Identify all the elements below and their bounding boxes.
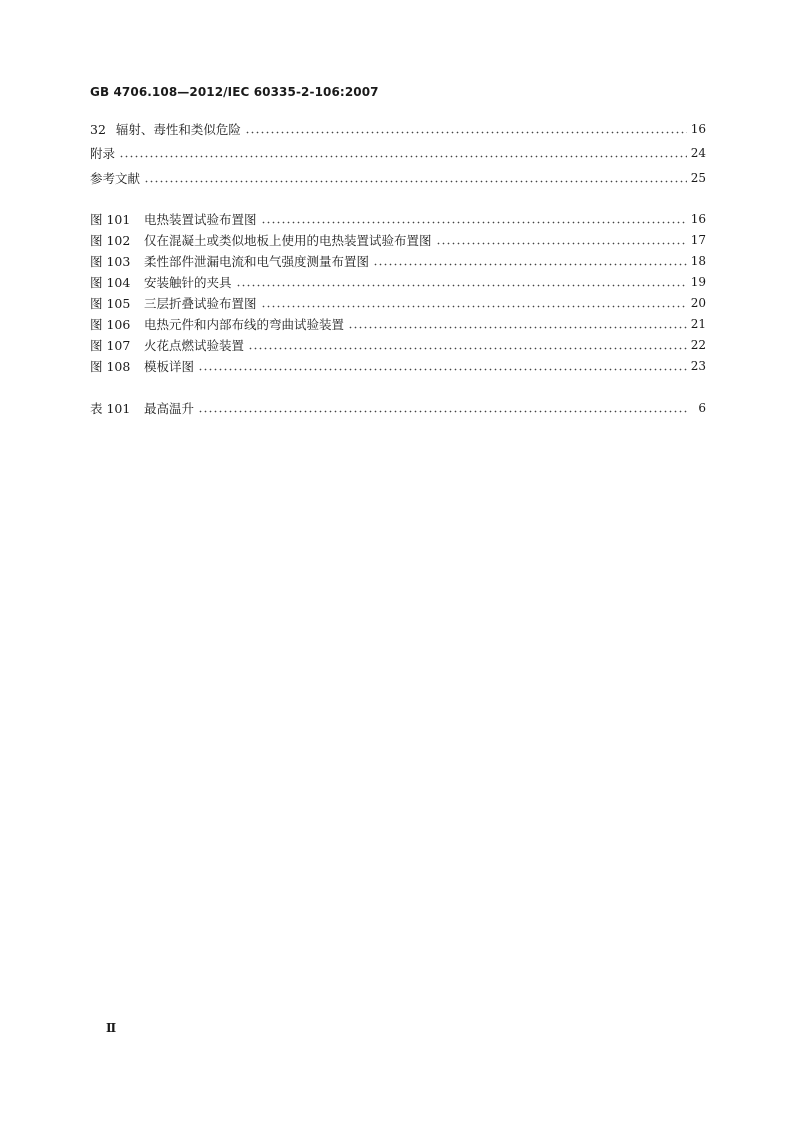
toc-entry-title: 参考文献 — [90, 171, 141, 186]
toc-entry-number: 图 102 — [90, 233, 131, 248]
toc-entry-figure-102[interactable] — [90, 231, 706, 249]
toc-entry-title: 电热元件和内部布线的弯曲试验装置 — [144, 317, 345, 332]
toc-entry-number: 图 104 — [90, 275, 131, 290]
toc-entry-page: 20 — [690, 296, 706, 310]
toc-entry-page: 19 — [690, 275, 706, 289]
dot-leader — [373, 255, 687, 267]
page-number: Ⅱ — [106, 1021, 117, 1035]
dot-leader — [236, 276, 687, 288]
dot-leader — [198, 360, 687, 372]
toc-entry-number: 图 105 — [90, 296, 131, 311]
toc-entry-page: 18 — [690, 254, 706, 268]
toc-entry-title: 最高温升 — [144, 401, 195, 416]
toc-entry-page: 16 — [690, 122, 706, 136]
dot-leader — [261, 297, 687, 309]
toc-entry-title: 附录 — [90, 146, 116, 161]
toc-entry-figure-104[interactable] — [90, 273, 706, 291]
toc-entry-title: 电热装置试验布置图 — [144, 212, 257, 227]
dot-leader — [248, 339, 687, 351]
toc-entry-page: 22 — [690, 338, 706, 352]
toc-entry-page: 24 — [690, 146, 706, 160]
toc-entry-title: 辐射、毒性和类似危险 — [115, 122, 241, 137]
dot-leader — [436, 234, 687, 246]
toc-entry-number: 图 101 — [90, 212, 131, 227]
toc-entry-figure-105[interactable] — [90, 294, 706, 312]
dot-leader — [198, 402, 688, 414]
toc-entry-number: 32 — [90, 121, 106, 137]
toc-entry-appendix[interactable] — [90, 144, 706, 162]
toc-entry-references[interactable] — [90, 169, 706, 187]
toc-entry-figure-108[interactable] — [90, 357, 706, 375]
dot-leader — [245, 123, 687, 135]
toc-entry-title: 火花点燃试验装置 — [144, 338, 245, 353]
dot-leader — [144, 172, 687, 184]
toc-entry-title: 柔性部件泄漏电流和电气强度测量布置图 — [144, 254, 370, 269]
toc-entry-title: 仅在混凝土或类似地板上使用的电热装置试验布置图 — [144, 233, 432, 248]
toc-entry-page: 17 — [690, 233, 706, 247]
toc-entry-number: 图 103 — [90, 254, 131, 269]
toc-entry-figure-101[interactable] — [90, 210, 706, 228]
toc-entry-page: 25 — [690, 171, 706, 185]
dot-leader — [261, 213, 687, 225]
toc-entry-figure-103[interactable] — [90, 252, 706, 270]
toc-entry-number: 图 108 — [90, 359, 131, 374]
toc-entry-title: 模板详图 — [144, 359, 195, 374]
toc-entry-page: 6 — [698, 401, 706, 415]
toc-entry-section-32[interactable] — [90, 120, 706, 138]
toc-entry-title: 三层折叠试验布置图 — [144, 296, 257, 311]
toc-entry-number: 图 106 — [90, 317, 131, 332]
dot-leader — [119, 147, 687, 159]
document-header: GB 4706.108—2012/IEC 60335-2-106:2007 — [90, 85, 379, 99]
toc-entry-page: 23 — [690, 359, 706, 373]
toc-entry-figure-107[interactable] — [90, 336, 706, 354]
toc-entry-title: 安装触针的夹具 — [144, 275, 232, 290]
toc-entry-page: 16 — [690, 212, 706, 226]
toc-entry-number: 图 107 — [90, 338, 131, 353]
dot-leader — [348, 318, 687, 330]
toc-entry-table-101[interactable] — [90, 399, 706, 417]
toc-entry-number: 表 101 — [90, 401, 131, 416]
toc-entry-figure-106[interactable] — [90, 315, 706, 333]
toc-entry-page: 21 — [690, 317, 706, 331]
